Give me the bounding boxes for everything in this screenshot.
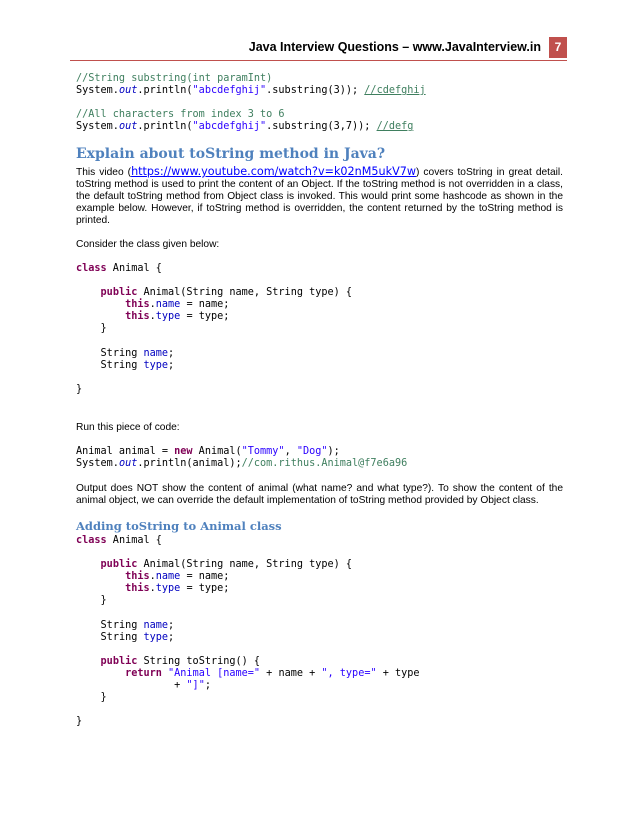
code-text: String — [100, 347, 144, 359]
code-field: name — [155, 571, 181, 583]
code-string: "Dog" — [296, 446, 328, 457]
code-string: "Tommy" — [241, 446, 285, 457]
section-heading: Explain about toString method in Java? — [76, 146, 386, 162]
code-comment: //com.rithus.Animal@f7e6a96 — [241, 458, 408, 470]
code-keyword: this — [125, 571, 150, 583]
code-field: name — [143, 347, 169, 359]
code-text: + type — [376, 668, 420, 680]
code-text: = type; — [180, 311, 230, 323]
page-header — [70, 37, 567, 59]
code-keyword: this — [125, 299, 150, 311]
code-string: "]" — [186, 680, 205, 692]
code-field: out — [118, 85, 138, 97]
header-divider — [70, 60, 567, 61]
run-paragraph: Run this piece of code: — [76, 422, 180, 433]
code-text: .substring(3,7)); — [266, 121, 377, 133]
code-text: } — [76, 716, 83, 728]
code-keyword: return — [125, 668, 162, 680]
code-text: .println( — [137, 121, 193, 133]
code-text: Animal(String name, String type) { — [137, 287, 353, 299]
intro-paragraph — [76, 166, 563, 227]
code-text: System. — [76, 121, 119, 133]
code-string: "abcdefghij" — [192, 85, 267, 97]
code-keyword: public — [100, 287, 138, 299]
code-field: out — [118, 458, 138, 470]
code-text: } — [76, 383, 83, 395]
code-comment: //defg — [376, 121, 414, 133]
code-text: . — [149, 571, 156, 583]
code-block-substring — [76, 73, 426, 133]
header-title: Java Interview Questions – www.JavaInterview.in — [248, 40, 541, 54]
code-text: String — [100, 619, 144, 631]
code-comment: //cdefghij — [364, 85, 426, 97]
code-keyword: public — [100, 559, 138, 571]
code-text: } — [100, 323, 107, 335]
code-text: ; — [168, 347, 175, 359]
code-text: . — [149, 311, 156, 323]
code-field: type — [155, 583, 181, 595]
code-text: Animal { — [106, 535, 162, 546]
code-text: } — [100, 595, 107, 607]
code-field: type — [155, 311, 181, 323]
code-keyword: this — [125, 311, 150, 323]
code-keyword: class — [76, 263, 107, 274]
code-text: String toString() { — [137, 655, 261, 667]
code-text: ; — [204, 680, 211, 692]
code-string: ", type=" — [321, 668, 377, 680]
code-keyword: this — [125, 583, 150, 595]
code-text: String — [100, 359, 144, 371]
intro-text: This video ( — [76, 167, 132, 178]
code-text: , — [284, 446, 297, 457]
code-keyword: new — [174, 446, 193, 457]
code-text: Animal( — [192, 446, 242, 457]
code-text: System. — [76, 458, 119, 470]
code-text: .println(animal); — [137, 458, 242, 470]
code-block-animal-tostring — [76, 535, 420, 729]
code-text: } — [100, 692, 107, 704]
intro-text: ) covers toString in great detail. toString method is used to print the content of an Object. If the toString method is not overridden in a class, the default toString method from Object class is invoked. This would print some hashcode as shown in the example below. However, if toString method is overridden, the content returned by the toString method is printed. — [76, 167, 564, 227]
code-text: String — [100, 631, 144, 643]
output-paragraph: Output does NOT show the content of animal (what name? and what type?). To show the content of the animal object, we can override the default implementation of toString method provided by Object class. — [76, 483, 563, 507]
code-text: ; — [168, 631, 175, 643]
code-block-animal-class — [76, 263, 352, 396]
code-field: name — [155, 299, 181, 311]
code-text: + name + — [260, 668, 322, 680]
code-field: type — [143, 359, 169, 371]
code-text: + — [174, 680, 187, 692]
code-block-run — [76, 446, 407, 470]
code-text: ); — [327, 446, 340, 457]
code-comment: //String substring(int paramInt) — [76, 73, 273, 84]
code-text: = name; — [180, 571, 230, 583]
code-string: "Animal [name=" — [168, 668, 261, 680]
page-number-badge: 7 — [549, 37, 567, 58]
code-text: . — [149, 583, 156, 595]
code-text: = name; — [180, 299, 230, 311]
code-field: name — [143, 619, 169, 631]
code-text: Animal animal = — [76, 446, 175, 457]
code-text: ; — [168, 359, 175, 371]
code-text: Animal { — [106, 263, 162, 274]
subsection-heading: Adding toString to Animal class — [76, 519, 282, 533]
code-string: "abcdefghij" — [192, 121, 267, 133]
code-keyword: public — [100, 655, 138, 667]
code-text: .println( — [137, 85, 193, 97]
code-text: System. — [76, 85, 119, 97]
code-text: . — [149, 299, 156, 311]
code-field: out — [118, 121, 138, 133]
code-text: .substring(3)); — [266, 85, 365, 97]
consider-paragraph: Consider the class given below: — [76, 239, 220, 250]
code-comment: //All characters from index 3 to 6 — [76, 109, 285, 121]
code-field: type — [143, 631, 169, 643]
code-text: Animal(String name, String type) { — [137, 559, 353, 571]
code-keyword: class — [76, 535, 107, 546]
code-text: ; — [168, 619, 175, 631]
code-text: = type; — [180, 583, 230, 595]
video-link[interactable]: https://www.youtube.com/watch?v=k02nM5ukV7w — [131, 165, 417, 178]
